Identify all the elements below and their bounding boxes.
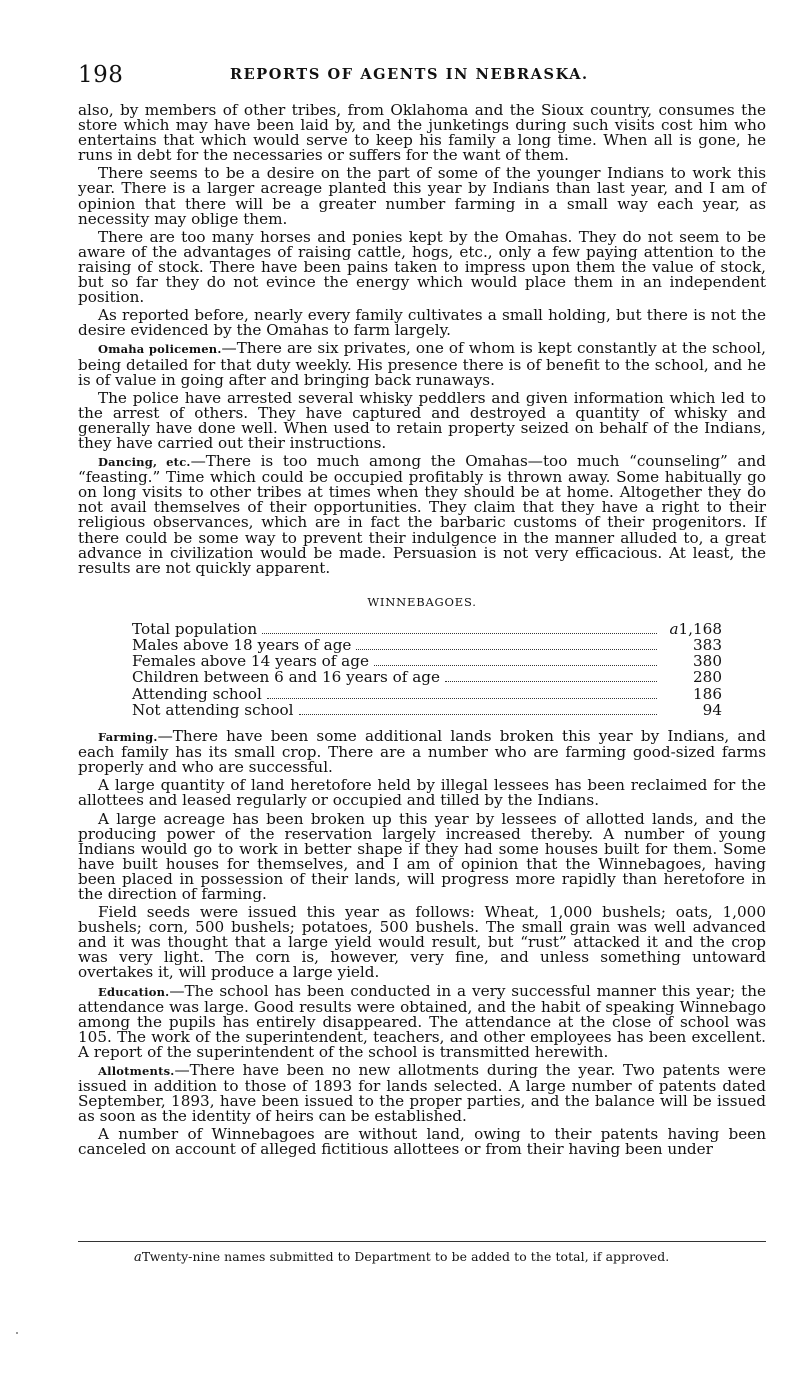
page-number: 198 [78, 62, 124, 88]
paragraph-text: As reported before, nearly every family cultivates a small holding, but there is not the desire evidenced by the Omahas to farm largely. [78, 306, 766, 340]
footnote [134, 1249, 669, 1265]
stat-value: 383 [693, 636, 722, 655]
side-heading: Education. [98, 984, 170, 999]
stat-label: Attending school [132, 684, 262, 703]
paragraph [78, 1063, 766, 1124]
footnote-text: Twenty-nine names submitted to Department to be added to the total, if approved. [141, 1249, 670, 1264]
dot-leader [356, 649, 657, 650]
stat-value: 280 [693, 668, 722, 687]
paragraph [78, 1127, 766, 1157]
paragraph-text: There seems to be a desire on the part of some of the younger Indians to work this year. There is a larger acreage planted this year by Indians than last year, and I am of opinion that there will be a greater number farming in a small way each year, as necessity may oblige them. [78, 164, 766, 228]
paragraph [78, 454, 766, 576]
paragraph [78, 166, 766, 226]
section-title: WINNEBAGOES. [367, 594, 477, 609]
paragraph-text: —There is too much among the Omahas—too much “counseling” and “feasting.” Time which could be occupied profitably is thrown away. Some habitually go on long visits to other tribes at times when they should be at home. Altogether they do not avail themselves of their opportunities. They claim that they have a right to their religious observances, which are in fact the barbaric customs of their progenitors. If there could be some way to prevent their indulgence in the manner alluded to, a great advance in civilization would be made. Persuasion is not very efficacious. At least, the results are not quickly apparent. [78, 452, 766, 577]
winnebago-section [78, 729, 766, 1158]
dot-leader [445, 681, 657, 682]
dot-leader [299, 714, 657, 715]
side-heading: Dancing, etc. [98, 455, 191, 470]
stat-row [132, 700, 722, 719]
dot-leader [267, 698, 657, 699]
footnote-mark: a [134, 1250, 142, 1265]
side-heading: Omaha policemen. [98, 342, 222, 357]
footnote-divider [78, 1241, 766, 1242]
stat-value: a1,168 [669, 619, 722, 638]
paragraph [78, 809, 766, 903]
paragraph-text: also, by members of other tribes, from Oklahoma and the Sioux country, consumes the store which may have been laid by, and the junketings during such visits cost him who entertains that which would serve to keep his family a long time. When all is gone, he runs in debt for the necessaries or suffers for the want of them. [78, 101, 766, 165]
report-body [78, 103, 766, 1161]
running-head: REPORTS OF AGENTS IN NEBRASKA. [230, 66, 589, 83]
omaha-section [78, 103, 766, 576]
page-header [78, 62, 766, 92]
paragraph-text: —There are six privates, one of whom is kept constantly at the school, being detailed for that duty weekly. His presence there is of benefit to the school, and he is of value in going after and bringing back runaways. [78, 339, 766, 389]
paragraph-text: —There have been some additional lands broken this year by Indians, and each family has its small crop. There are a number who are farming good-sized farms properly and who are successful. [78, 727, 766, 777]
paragraph-text: A number of Winnebagoes are without land, owing to their patents having been canceled on account of alleged fictitious allottees or from their having been under [78, 1125, 766, 1159]
paragraph [78, 308, 766, 338]
footnote-ref: a [669, 619, 679, 638]
paragraph [78, 227, 766, 307]
stat-label: Children between 6 and 16 years of age [132, 668, 440, 687]
paragraph-text: A large acreage has been broken up this year by lessees of allotted lands, and the producing power of the reservation largely increased thereby. A number of young Indians would go to work in better shape if they had some houses built for them. Some have built houses for themselves, and I am of opinion that the Winnebagoes, having been placed in possession of their lands, will progress more rapidly than heretofore in the direction of farming. [78, 809, 766, 903]
paragraph [78, 905, 766, 980]
stat-label: Males above 18 years of age [132, 636, 352, 655]
paragraph-text: A large quantity of land heretofore held by illegal lessees has been reclaimed for the allottees and leased regularly or occupied and tilled by the Indians. [78, 776, 766, 810]
paragraph [78, 341, 766, 387]
stat-label: Not attending school [132, 700, 294, 719]
paragraph-text: There are too many horses and ponies kept by the Omahas. They do not seem to be aware of the advantages of raising cattle, hogs, etc., only a few paying attention to the raising of stock. There have been pains taken to impress upon them the value of stock, but so far they do not evince the energy which would place them in an independent position. [78, 227, 766, 307]
scan-speck [16, 1332, 18, 1334]
population-stats-table [132, 619, 722, 719]
paragraph [78, 729, 766, 775]
side-heading: Farming. [98, 730, 158, 745]
side-heading: Allotments. [98, 1064, 175, 1078]
stat-value: 94 [702, 700, 722, 719]
paragraph-text: —The school has been conducted in a very successful manner this year; the attendance was large. Good results were obtained, and the habit of speaking Winnebago among the pupils has entirely disappeared. The attendance at the close of school was 105. The work of the superintendent, teachers, and other employees has been excellent. A report of the superintendent of the school is transmitted herewith. [78, 981, 766, 1061]
paragraph [78, 778, 766, 808]
paragraph [78, 388, 766, 452]
paragraph-text: Field seeds were issued this year as follows: Wheat, 1,000 bushels; oats, 1,000 bushels; corn, 500 bushels; potatoes, 500 bushels. The small grain was well advanced and it was thought that a large yield would result, but “rust” attacked it and the crop was very light. The corn is, however, very fine, and unless something untoward overtakes it, will produce a large yield. [78, 903, 766, 982]
paragraph-text: —There have been no new allotments during the year. Two patents were issued in addition to those of 1893 for lands selected. A large number of patents dated September, 1893, have been issued to the proper parties, and the balance will be issued as soon as the identity of heirs can be established. [78, 1061, 766, 1126]
paragraph-text: The police have arrested several whisky peddlers and given information which led to the arrest of others. They have captured and destroyed a quantity of whisky and generally have done well. When used to retain property seized on behalf of the Indians, they have carried out their instructions. [78, 388, 766, 452]
dot-leader [262, 633, 657, 634]
stat-value: 380 [693, 652, 722, 671]
stat-label: Total population [132, 619, 258, 638]
dot-leader [374, 665, 657, 666]
stat-value: 186 [693, 684, 722, 703]
stat-label: Females above 14 years of age [132, 652, 369, 671]
paragraph [78, 981, 766, 1061]
paragraph [78, 103, 766, 163]
